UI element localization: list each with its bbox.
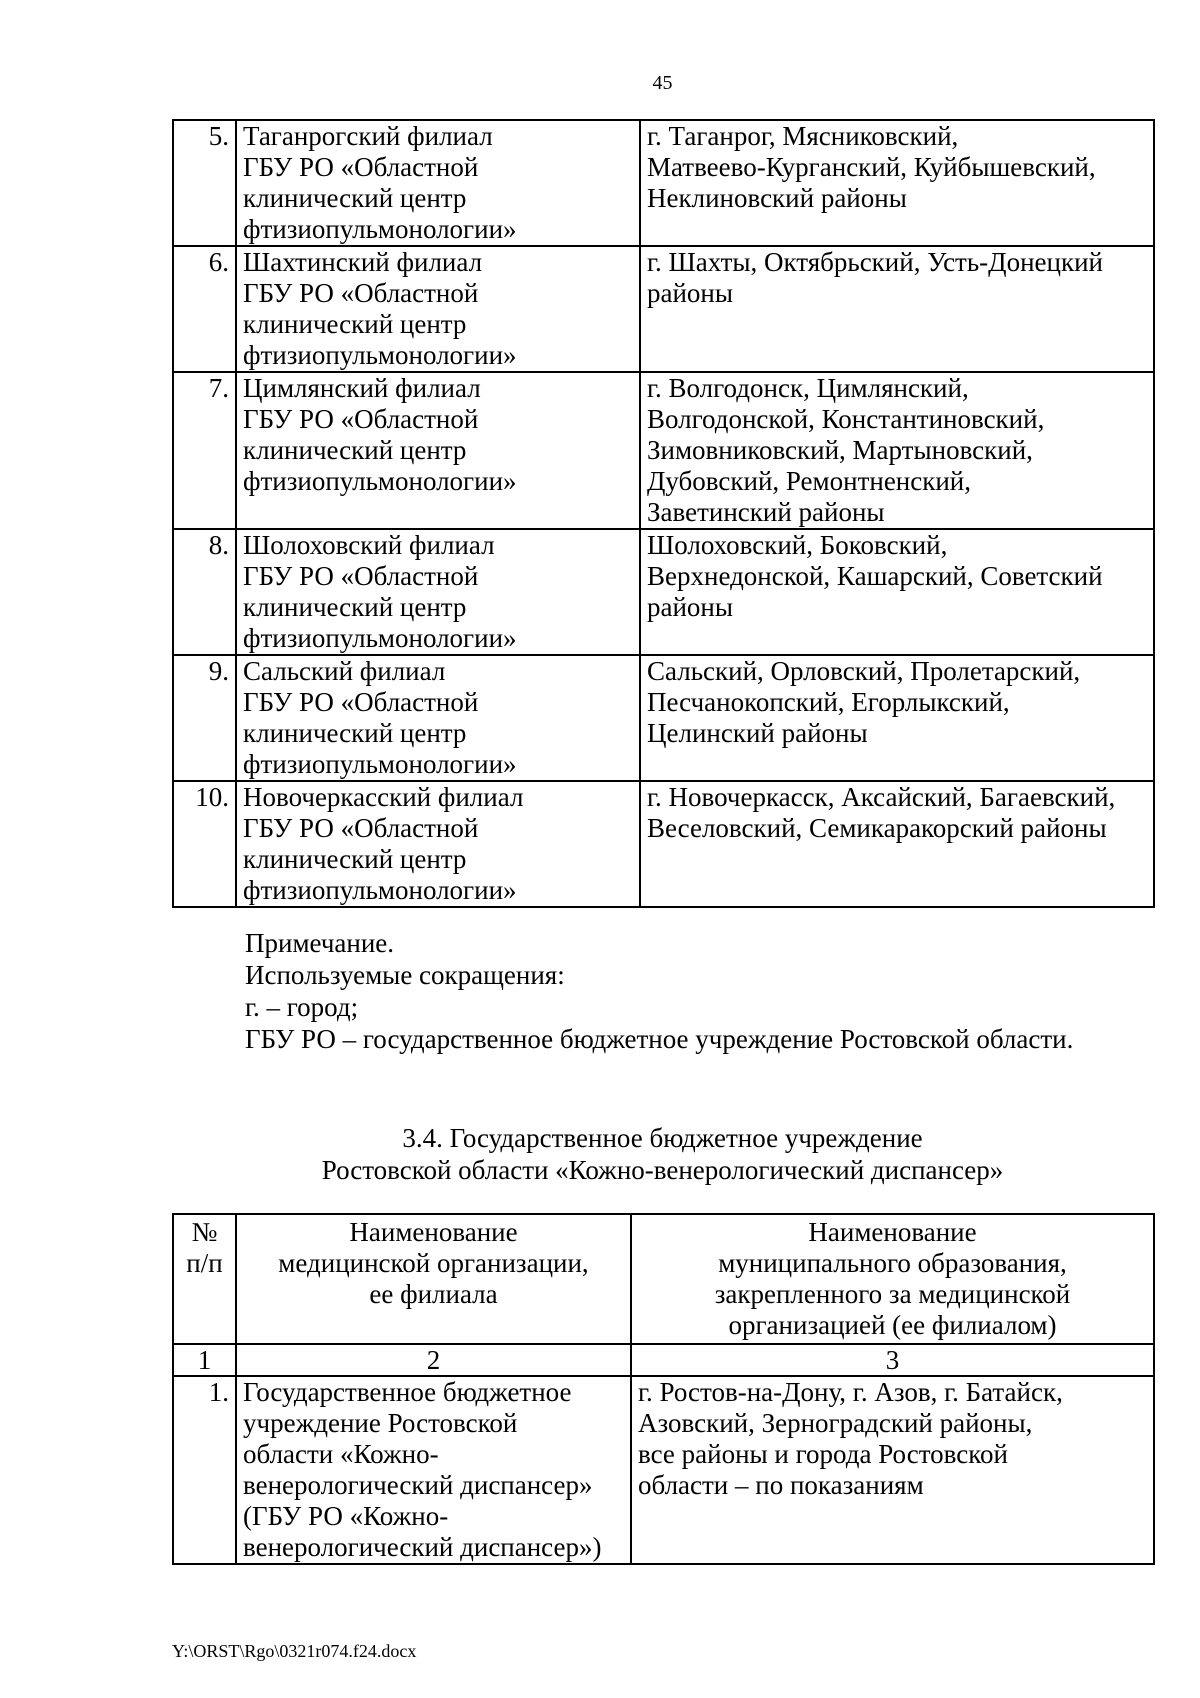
municipality-cell-line: все районы и города Ростовской xyxy=(638,1439,1008,1469)
org-name-cell-line: Шахтинский филиал xyxy=(243,247,483,277)
section-heading xyxy=(172,1122,1153,1186)
header-org-name-line: ее филиала xyxy=(369,1279,498,1309)
org-name-cell-line: ГБУ РО «Областной xyxy=(243,813,479,843)
municipality-cell-line: районы xyxy=(647,592,734,622)
municipality-cell-line: г. Шахты, Октябрьский, Усть-Донецкий xyxy=(647,247,1103,277)
row-number: 6. xyxy=(173,246,236,372)
column-number: 2 xyxy=(236,1344,631,1376)
municipality-cell-line: Неклиновский районы xyxy=(647,183,907,213)
org-name-cell xyxy=(236,120,640,246)
header-org-name xyxy=(236,1214,631,1344)
org-name-cell-line: клинический центр xyxy=(243,844,467,874)
org-name-cell-line: фтизиопульмонологии» xyxy=(243,875,517,905)
header-number-line: п/п xyxy=(186,1248,223,1278)
table-row xyxy=(173,120,1154,246)
org-name-cell-line: фтизиопульмонологии» xyxy=(243,466,517,496)
table-row xyxy=(173,655,1154,781)
org-name-cell-line: венерологический диспансер» xyxy=(243,1470,593,1500)
org-name-cell-line: фтизиопульмонологии» xyxy=(243,749,517,779)
org-name-cell-line: клинический центр xyxy=(243,309,467,339)
header-municipality xyxy=(631,1214,1154,1344)
municipality-cell xyxy=(640,655,1154,781)
dispensary-table xyxy=(172,1213,1155,1565)
page-number: 45 xyxy=(652,72,673,94)
org-name-cell-line: Сальский филиал xyxy=(243,656,446,686)
header-municipality-line: Наименование xyxy=(808,1217,977,1247)
municipality-cell-line: Верхнедонской, Кашарский, Советский xyxy=(647,561,1103,591)
org-name-cell-line: Государственное бюджетное xyxy=(243,1377,572,1407)
org-name-cell-line: клинический центр xyxy=(243,435,467,465)
row-number: 8. xyxy=(173,529,236,655)
row-number: 1. xyxy=(173,1376,236,1564)
municipality-cell-line: Целинский районы xyxy=(647,718,868,748)
org-name-cell-line: области «Кожно- xyxy=(243,1439,439,1469)
table-header-row xyxy=(173,1214,1154,1344)
row-number: 5. xyxy=(173,120,236,246)
column-number: 1 xyxy=(173,1344,236,1376)
file-path-footer: Y:\ORST\Rgo\0321r074.f24.docx xyxy=(172,1641,417,1661)
table-row xyxy=(173,246,1154,372)
org-name-cell-line: Шолоховский филиал xyxy=(243,530,495,560)
org-name-cell-line: фтизиопульмонологии» xyxy=(243,340,517,370)
header-municipality-line: закрепленного за медицинской xyxy=(714,1279,1071,1309)
org-name-cell-line: клинический центр xyxy=(243,592,467,622)
org-name-cell-line: (ГБУ РО «Кожно- xyxy=(243,1501,449,1531)
org-name-cell-line: венерологический диспансер») xyxy=(243,1532,602,1562)
municipality-cell-line: районы xyxy=(647,278,734,308)
municipality-cell-line: Песчанокопский, Егорлыкский, xyxy=(647,687,1010,717)
municipality-cell-line: Сальский, Орловский, Пролетарский, xyxy=(647,656,1081,686)
section-heading-line1: 3.4. Государственное бюджетное учреждение xyxy=(402,1123,923,1153)
note-title: Примечание. xyxy=(245,928,395,958)
municipality-cell-line: Матвеево-Курганский, Куйбышевский, xyxy=(647,152,1096,182)
section-heading-line2: Ростовской области «Кожно-венерологический диспансер» xyxy=(321,1155,1004,1185)
table-row xyxy=(173,529,1154,655)
table-row xyxy=(173,781,1154,907)
row-number: 10. xyxy=(173,781,236,907)
org-name-cell-line: клинический центр xyxy=(243,718,467,748)
table-row xyxy=(173,1376,1154,1564)
org-name-cell-line: клинический центр xyxy=(243,183,467,213)
header-number-line: № xyxy=(191,1217,218,1247)
municipality-cell-line: Волгодонской, Константиновский, xyxy=(647,404,1045,434)
row-number: 7. xyxy=(173,372,236,529)
municipality-cell xyxy=(640,781,1154,907)
note-abbr-city: г. – город; xyxy=(245,992,359,1022)
note-abbr-gbu: ГБУ РО – государственное бюджетное учреждение Ростовской области. xyxy=(245,1024,1074,1054)
municipality-cell-line: г. Волгодонск, Цимлянский, xyxy=(647,373,969,403)
org-name-cell-line: ГБУ РО «Областной xyxy=(243,278,479,308)
org-name-cell xyxy=(236,372,640,529)
municipality-cell-line: Азовский, Зерноградский районы, xyxy=(638,1408,1033,1438)
org-name-cell-line: фтизиопульмонологии» xyxy=(243,623,517,653)
municipality-cell-line: Заветинский районы xyxy=(647,497,885,527)
municipality-cell-line: г. Новочеркасск, Аксайский, Багаевский, xyxy=(647,782,1116,812)
note-abbr-intro: Используемые сокращения: xyxy=(245,960,565,990)
header-municipality-line: муниципального образования, xyxy=(718,1248,1067,1278)
municipality-cell xyxy=(640,246,1154,372)
org-name-cell xyxy=(236,781,640,907)
org-name-cell xyxy=(236,1376,631,1564)
org-name-cell xyxy=(236,655,640,781)
header-org-name-line: Наименование xyxy=(349,1217,518,1247)
row-number: 9. xyxy=(173,655,236,781)
municipality-cell xyxy=(640,372,1154,529)
municipality-cell-line: Шолоховский, Боковский, xyxy=(647,530,948,560)
org-name-cell-line: Таганрогский филиал xyxy=(243,121,493,151)
header-org-name-line: медицинской организации, xyxy=(278,1248,589,1278)
column-number-row xyxy=(173,1344,1154,1376)
header-municipality-line: организацией (ее филиалом) xyxy=(728,1310,1057,1340)
org-name-cell-line: ГБУ РО «Областной xyxy=(243,404,479,434)
org-name-cell-line: учреждение Ростовской xyxy=(243,1408,518,1438)
municipality-cell-line: Зимовниковский, Мартыновский, xyxy=(647,435,1033,465)
note-block xyxy=(245,927,1073,1055)
municipality-cell-line: Веселовский, Семикаракорский районы xyxy=(647,813,1107,843)
municipality-cell xyxy=(631,1376,1154,1564)
header-number xyxy=(173,1214,236,1344)
org-name-cell xyxy=(236,529,640,655)
branches-table xyxy=(172,119,1155,908)
municipality-cell xyxy=(640,529,1154,655)
municipality-cell-line: области – по показаниям xyxy=(638,1470,924,1500)
org-name-cell-line: ГБУ РО «Областной xyxy=(243,561,479,591)
municipality-cell-line: г. Таганрог, Мясниковский, xyxy=(647,121,959,151)
column-number: 3 xyxy=(631,1344,1154,1376)
org-name-cell-line: ГБУ РО «Областной xyxy=(243,687,479,717)
municipality-cell xyxy=(640,120,1154,246)
org-name-cell xyxy=(236,246,640,372)
org-name-cell-line: Новочеркасский филиал xyxy=(243,782,524,812)
table-row xyxy=(173,372,1154,529)
org-name-cell-line: Цимлянский филиал xyxy=(243,373,481,403)
org-name-cell-line: ГБУ РО «Областной xyxy=(243,152,479,182)
org-name-cell-line: фтизиопульмонологии» xyxy=(243,214,517,244)
municipality-cell-line: г. Ростов-на-Дону, г. Азов, г. Батайск, xyxy=(638,1377,1063,1407)
municipality-cell-line: Дубовский, Ремонтненский, xyxy=(647,466,971,496)
